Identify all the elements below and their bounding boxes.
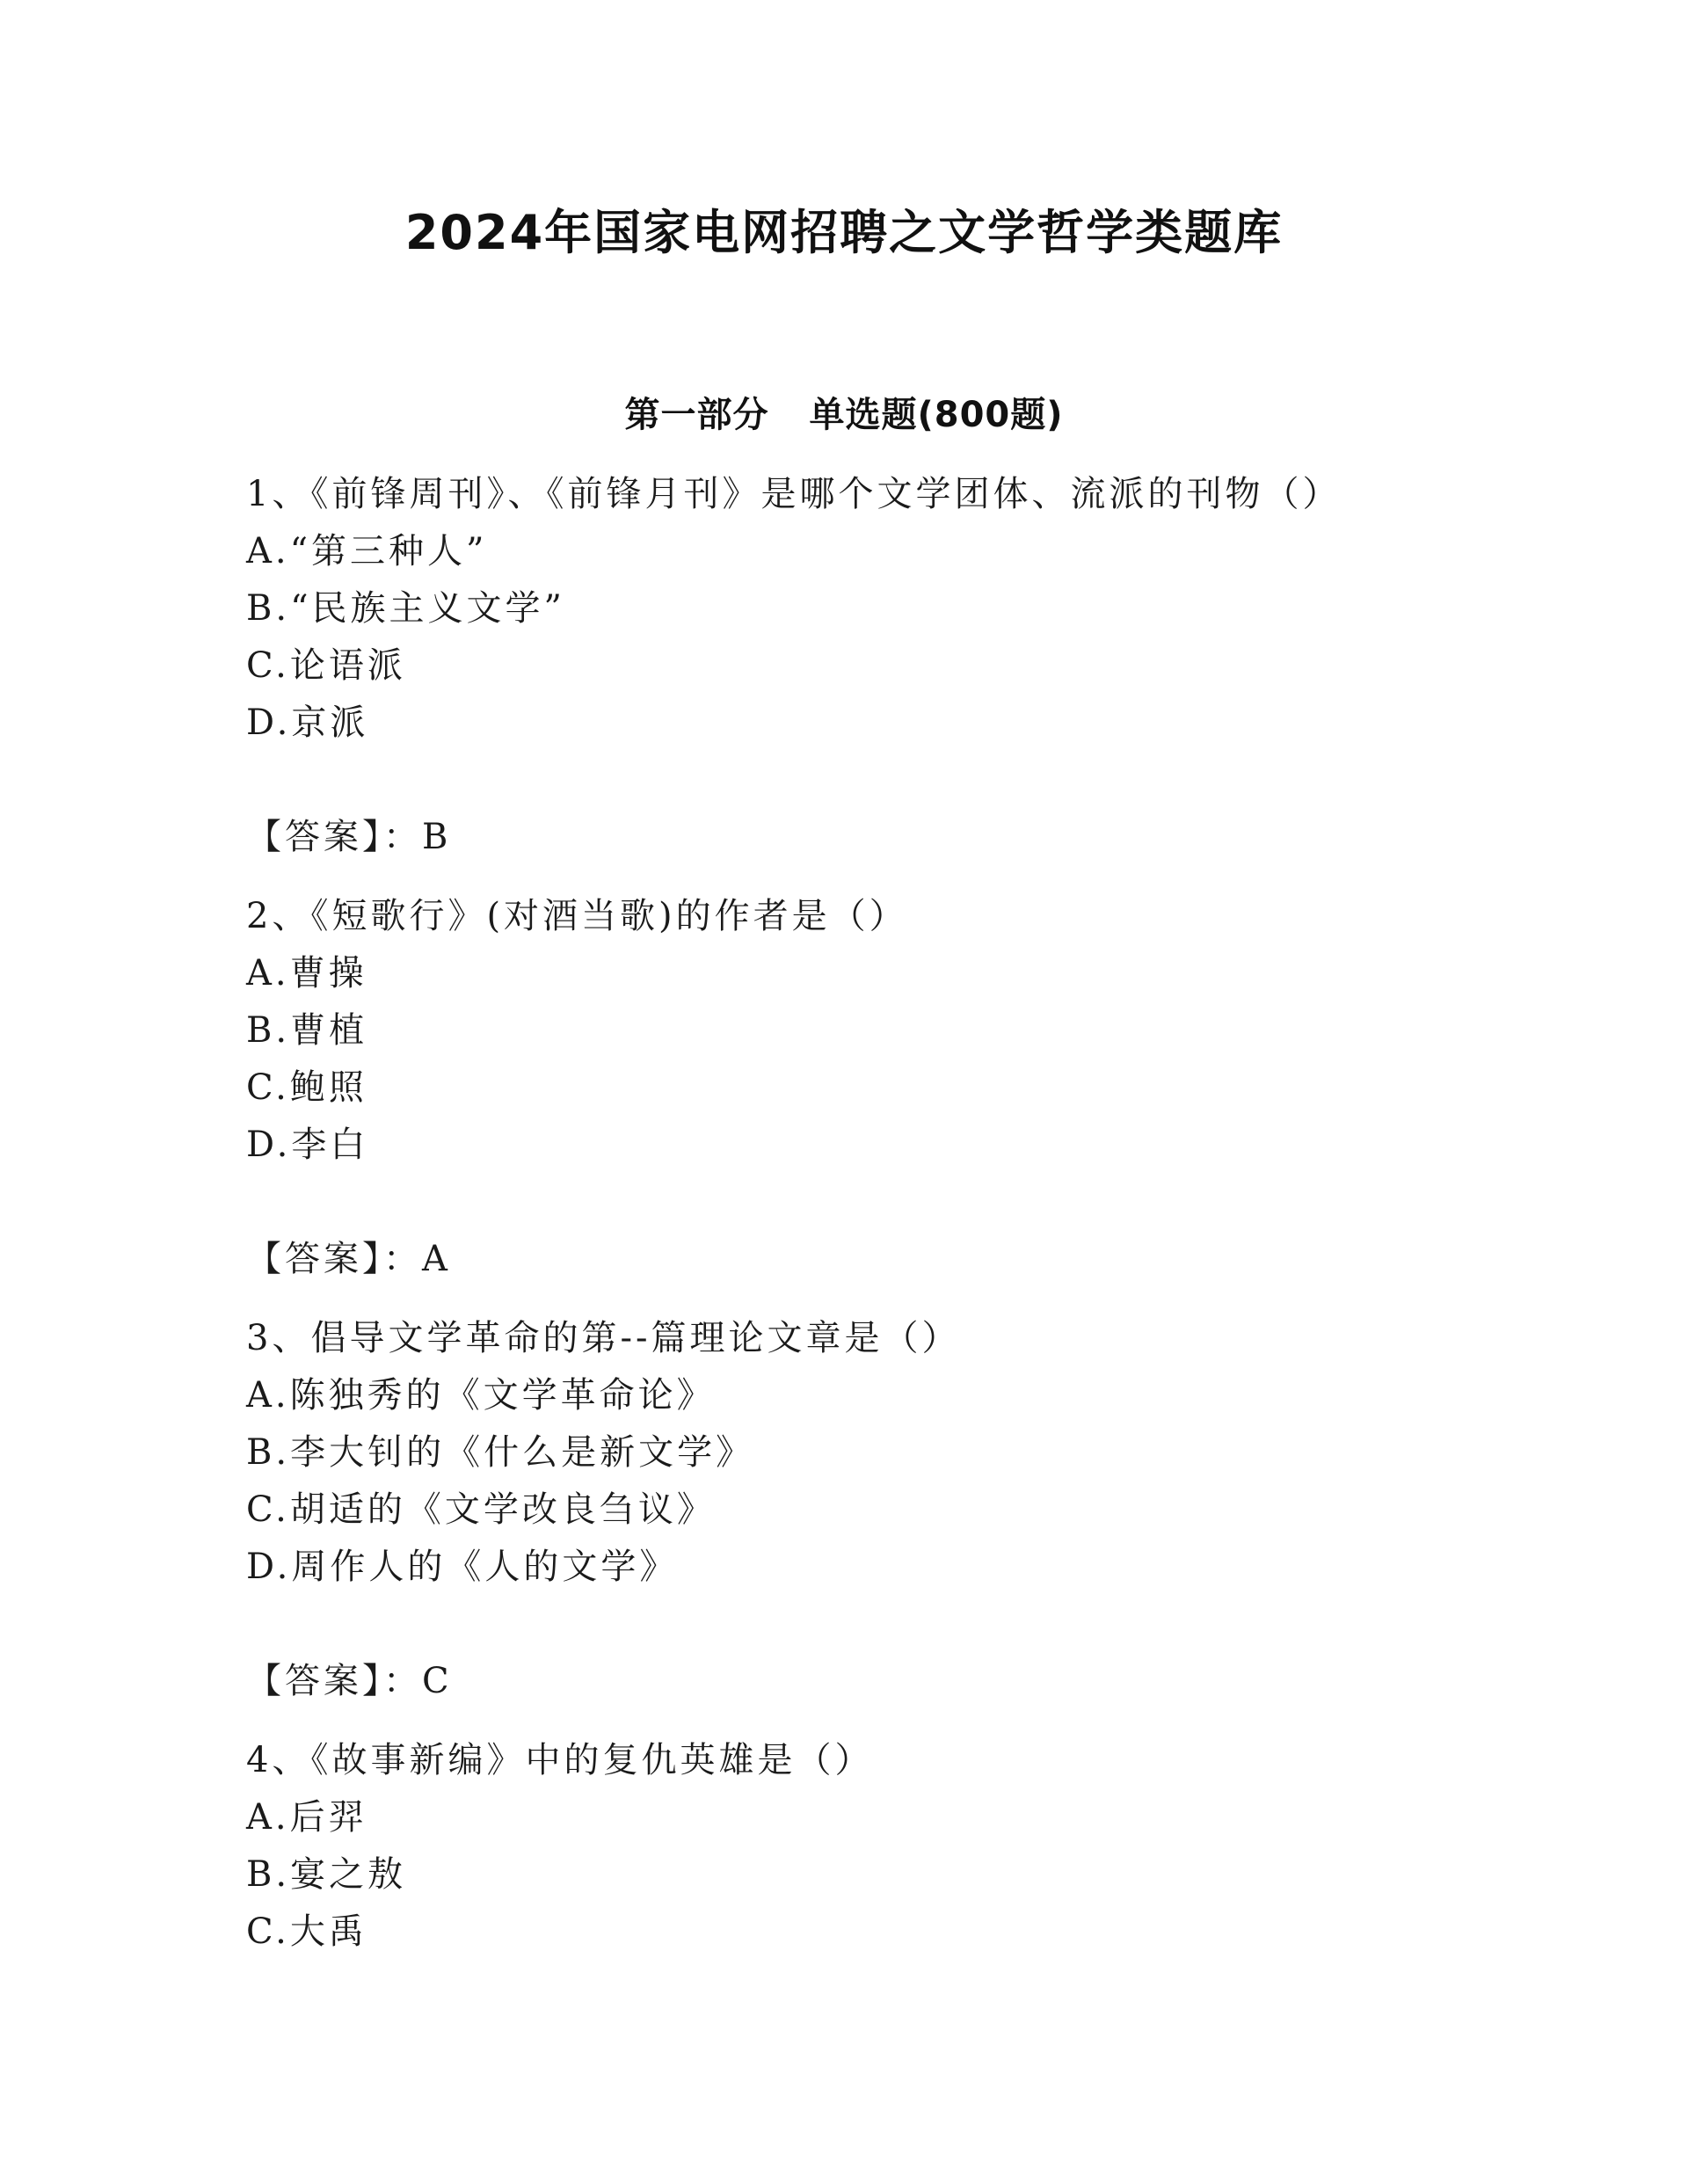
question-2 xyxy=(246,888,1477,1288)
section-name: 单选题(800题) xyxy=(809,395,1064,435)
option-b: B.曹植 xyxy=(246,1010,368,1051)
answer-label: 【答案】： xyxy=(246,1239,422,1279)
section-heading xyxy=(0,387,1688,437)
option-c: C.鲍照 xyxy=(246,1067,367,1108)
answer-line xyxy=(246,1653,1477,1710)
question-list xyxy=(246,466,1477,1961)
answer-line xyxy=(246,1231,1477,1288)
option-c: C.胡适的《文学改良刍议》 xyxy=(246,1489,716,1530)
question-text: 2、《短歌行》(对酒当歌)的作者是（） xyxy=(246,896,908,936)
answer-value: C xyxy=(422,1661,453,1701)
document-title: 2024年国家电网招聘之文学哲学类题库 xyxy=(404,205,1284,260)
section-part: 第一部分 xyxy=(624,395,769,435)
answer-value: B xyxy=(422,817,452,857)
option-a: A.曹操 xyxy=(246,953,367,994)
question-text: 3、倡导文学革命的第--篇理论文章是（） xyxy=(246,1318,961,1358)
option-b: B.李大钊的《什么是新文学》 xyxy=(246,1432,755,1473)
option-b: B.“民族主义文学” xyxy=(246,588,566,629)
option-d: D.周作人的《人的文学》 xyxy=(246,1547,679,1587)
option-a: A.“第三种人” xyxy=(246,531,488,571)
answer-label: 【答案】： xyxy=(246,817,422,857)
answer-line xyxy=(246,809,1477,866)
option-a: A.陈独秀的《文学革命论》 xyxy=(246,1375,716,1416)
option-b: B.宴之敖 xyxy=(246,1854,407,1895)
question-text: 4、《故事新编》中的复仇英雄是（） xyxy=(246,1740,874,1780)
answer-value: A xyxy=(422,1239,451,1279)
question-1 xyxy=(246,466,1477,866)
answer-label: 【答案】： xyxy=(246,1661,422,1701)
question-4 xyxy=(246,1732,1477,1961)
option-c: C.论语派 xyxy=(246,645,406,686)
question-text: 1、《前锋周刊》、《前锋月刊》是哪个文学团体、流派的刊物（） xyxy=(246,474,1342,514)
question-3 xyxy=(246,1310,1477,1710)
option-d: D.京派 xyxy=(246,703,369,743)
option-d: D.李白 xyxy=(246,1125,369,1165)
option-a: A.后羿 xyxy=(246,1797,367,1838)
option-c: C.大禹 xyxy=(246,1911,367,1952)
